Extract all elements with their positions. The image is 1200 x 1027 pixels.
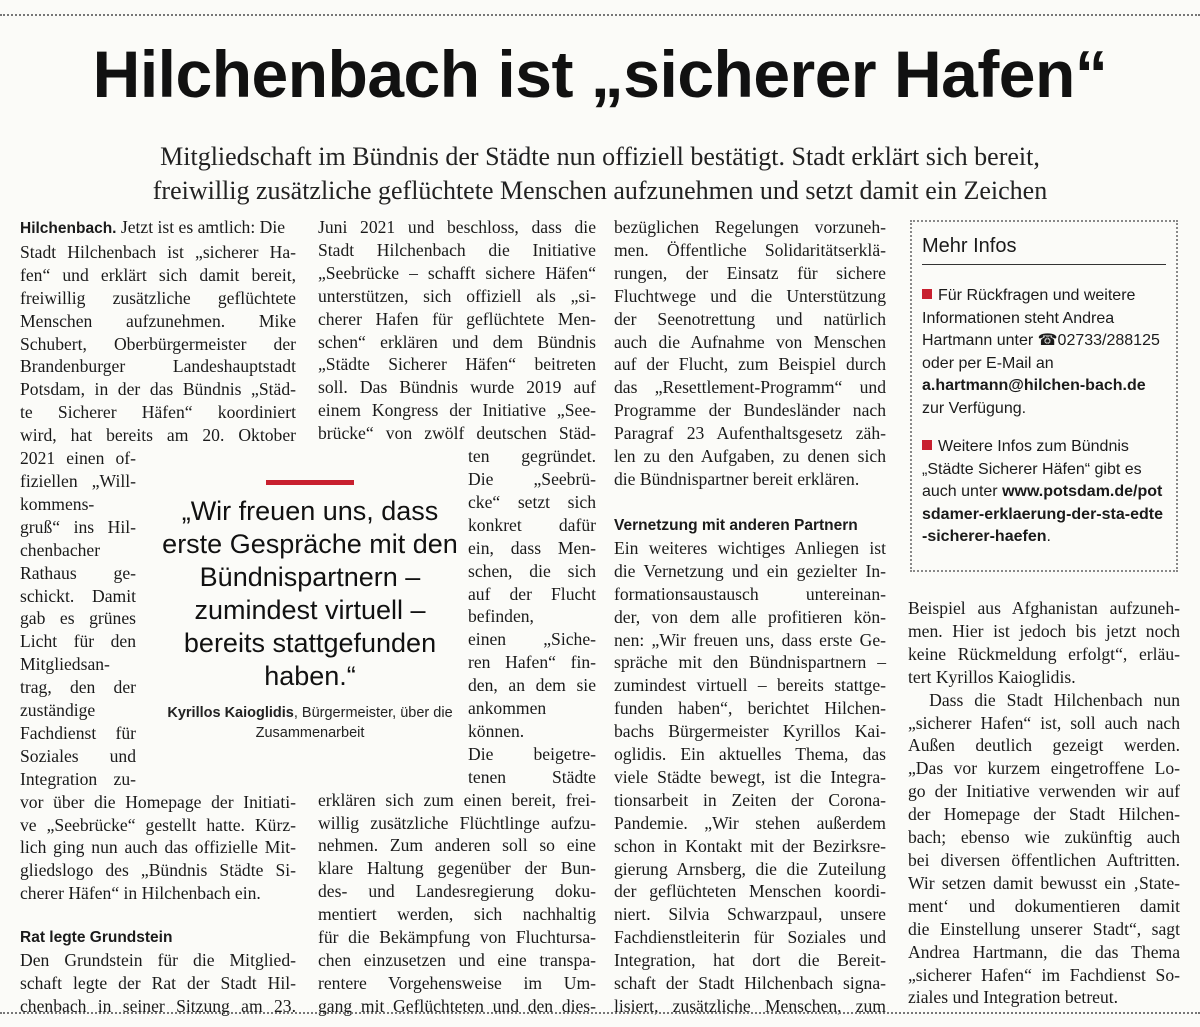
text-line: soll. Das Bündnis wurde 2019 auf — [318, 377, 596, 398]
text-line: Fachdienst für — [20, 722, 136, 743]
text-line: ein, dass Men- — [468, 537, 596, 558]
quote-author — [160, 703, 460, 743]
col4-paragraph-1 — [908, 597, 1180, 689]
text-line: zumindest virtuell – bereits stattge- — [614, 675, 886, 696]
text-line: trag, den der — [20, 677, 136, 698]
subhead-vernetzung: Vernetzung mit anderen Partnern — [614, 516, 858, 534]
info-item-weblink: Weitere Infos zum Bündnis „Städte Sicherer Häfen“ gibt es auch unter www.potsdam.de/potsdamer-erklaerung-der-sta-edte-sicherer-haefen. — [922, 438, 1163, 545]
text-line: Stadt Hilchenbach ist „sicherer Ha- — [20, 241, 296, 262]
text-line: Pandemie. „Wir stehen außerdem — [614, 812, 886, 833]
subline-line: freiwillig zusätzliche geflüchtete Menschen aufzunehmen und setzt damit ein Zeichen — [152, 176, 1048, 205]
text-line: können. — [468, 720, 525, 741]
text-line: Integration zu- — [20, 768, 136, 789]
text-line: „sicherer Hafen“ im Fachdienst So- — [908, 964, 1180, 985]
text-line: lich ging nun auch das offizielle Mit- — [20, 837, 296, 858]
text-line: Integration, hat dort die Bereit- — [614, 950, 886, 971]
text-line: ankommen — [468, 698, 547, 719]
text-line: bezüglichen Regelungen vorzuneh- — [614, 217, 886, 237]
text-line: ten gegründet. — [468, 446, 596, 467]
text-line: men. Hier ist jedoch bis jetzt noch — [908, 620, 1180, 641]
text-line: Licht für den — [20, 631, 136, 652]
text-line: die Vernetzung und ein gezielter In- — [614, 560, 886, 581]
text-line: chenbach in seiner Sitzung am 23. — [20, 996, 296, 1016]
text-line: auf der Flucht — [468, 583, 596, 604]
text-line: Wir setzen damit bewusst ein ‚State- — [908, 872, 1180, 893]
text-line: klare Haltung gegenüber der Bun- — [318, 858, 596, 879]
text-line: gab es grünes — [20, 608, 136, 629]
text-line: gierung Arnsberg, die die Zuteilung — [614, 858, 886, 879]
column-3 — [614, 216, 886, 1018]
text-line: Die beigetre- — [468, 743, 596, 764]
text-line: Programme der Bundesländer nach — [614, 400, 886, 421]
text-line: fiziellen „Will- — [20, 470, 136, 491]
subline-line: Mitgliedschaft im Bündnis der Städte nun offiziell bestätigt. Stadt erklärt sich bereit, — [160, 142, 1040, 171]
top-rule — [0, 14, 1200, 16]
text-line: konkret dafür — [468, 514, 596, 535]
text-line: schaft der Stadt Hilchenbach signa- — [614, 973, 886, 994]
column-4 — [908, 597, 1180, 1009]
text-line: ve „Seebrücke“ gestellt hatte. Kürz- — [20, 814, 296, 835]
text-line: Paragraf 23 Aufenthaltsgesetz zäh- — [614, 423, 886, 444]
text-line: Die „Seebrü- — [468, 468, 596, 489]
text-line: freiwillig zusätzliche geflüchtete — [20, 287, 296, 308]
phone-icon: ☎ — [1037, 332, 1058, 349]
text-line: Ein weiteres wichtiges Anliegen ist — [614, 537, 886, 558]
text-line: niert. Silvia Schwarzpaul, unsere — [614, 904, 886, 925]
text-line: schen“ erklären und dem Bündnis — [318, 331, 596, 352]
col2-bottom-block — [318, 789, 596, 1018]
text-line: ziales und Integration betreut. — [908, 987, 1119, 1008]
text-line: Fluchtwege und die Unterstützung — [614, 285, 886, 306]
text-line: Dass die Stadt Hilchenbach nun — [929, 689, 1180, 710]
text-line: fen“ und erklärt sich damit bereit, — [20, 264, 296, 285]
text-line: schon in Kontakt mit der Bezirksre- — [614, 835, 886, 856]
bottom-rule — [0, 1012, 1200, 1014]
text-line: zuständige — [20, 700, 96, 721]
text-line: des- und Landesregierung doku- — [318, 881, 596, 902]
text-line: einen „Siche- — [468, 629, 596, 650]
col1-line: Hilchenbach. Jetzt ist es amtlich: Die — [20, 217, 286, 237]
text-line: formationsaustausch untereinan- — [614, 583, 886, 604]
text-line: 2021 einen of- — [20, 448, 136, 469]
text-line: Den Grundstein für die Mitglied- — [20, 950, 296, 971]
text-line: viele Städte bewegt, ist die Integra- — [614, 766, 886, 787]
text-line: ment‘ und dokumentieren damit — [908, 895, 1180, 916]
text-line: rentere Vorgehensweise im Um- — [318, 972, 596, 993]
text-line: te Sicherer Häfen“ koordiniert — [20, 402, 296, 423]
info-box-title: Mehr Infos — [922, 232, 1166, 265]
text-line: gruß“ ins Hil- — [20, 516, 136, 537]
text-line: funden haben“, berichtet Hilchen- — [614, 698, 886, 719]
text-line: Soziales und — [20, 745, 136, 766]
text-line: „Städte Sicherer Häfen“ beitreten — [318, 354, 596, 375]
text-line: nen: „Wir freuen uns, dass erste Ge- — [614, 629, 886, 650]
bullet-square-icon — [922, 440, 932, 450]
subline — [30, 140, 1170, 208]
text-line: einem Kongress der Initiative „See- — [318, 400, 596, 421]
text-line: ren Hafen“ fin- — [468, 652, 596, 673]
text-line: auch die Aufnahme von Menschen — [614, 331, 886, 352]
text-line: go der Initiative verwenden wir auf — [908, 781, 1180, 802]
text-line: keine Rückmeldung erfolgt“, erläu- — [908, 643, 1180, 664]
text-line: der Homepage der Stadt Hilchen- — [908, 804, 1180, 825]
text-line: Schubert, Oberbürgermeister der — [20, 333, 296, 354]
text-line: der Seenotrettung und natürlich — [614, 308, 886, 329]
dateline: Hilchenbach. — [20, 220, 117, 237]
email-link[interactable]: a.hartmann@hilchen-bach.de — [922, 377, 1146, 394]
text-line: bachs Bürgermeister Kyrillos Kai- — [614, 721, 886, 742]
col3-top-block — [614, 216, 886, 491]
col1-top-block — [20, 241, 296, 447]
text-line: brücke“ von zwölf deutschen Städ- — [318, 423, 596, 444]
text-line: cke“ setzt sich — [468, 491, 596, 512]
info-box — [910, 220, 1178, 572]
text-line: wird, hat bereits am 20. Oktober — [20, 425, 296, 446]
text-line: erklären sich zum einen bereit, frei- — [318, 789, 596, 810]
text-line: bei diversen öffentlichen Auftritten. — [908, 849, 1180, 870]
text-line: für die Bekämpfung von Fluchtursa- — [318, 927, 596, 948]
text-line: willig zusätzliche Flüchtlinge aufzu- — [318, 812, 596, 833]
col2-top-block — [318, 216, 596, 445]
bullet-square-icon — [922, 289, 932, 299]
text-line: die Bündnispartner bereit erklären. — [614, 468, 860, 489]
quote-author-name: Kyrillos Kaioglidis — [167, 705, 294, 721]
text-line: men. Öffentliche Solidaritätserklä- — [614, 239, 886, 260]
text-line: der, von dem alle profitieren kön- — [614, 606, 886, 627]
text-line: schickt. Damit — [20, 585, 136, 606]
col1-narrow-block — [20, 447, 136, 791]
col4-paragraph-2 — [908, 689, 1180, 1010]
text-line: schaft legte der Rat der Stadt Hil- — [20, 973, 296, 994]
text-line: den, an dem sie — [468, 675, 596, 696]
text-line: len zu den Aufgaben, zu denen sich — [614, 446, 886, 467]
pull-quote — [160, 480, 460, 750]
text-line: gliedslogo des „Bündnis Städte Si- — [20, 860, 296, 881]
text-line: Stadt Hilchenbach die Initiative — [318, 239, 596, 260]
text-line: Mitgliedsan- — [20, 654, 110, 675]
text-line: auf der Flucht, zum Beispiel durch — [614, 354, 886, 375]
text-line: Menschen aufzunehmen. Mike — [20, 310, 296, 331]
text-line: „Das vor kurzem eingetroffene Lo- — [908, 758, 1180, 779]
web-link[interactable]: www.potsdam.de/potsdamer-erklaerung-der-sta-edte-sicherer-haefen — [922, 483, 1163, 545]
text-line: Andrea Hartmann, die das Thema — [908, 941, 1180, 962]
col1-end-block — [20, 949, 296, 1018]
text-line: Potsdam, in der das Bündnis „Städ- — [20, 379, 296, 400]
text-line: Beispiel aus Afghanistan aufzuneh- — [908, 598, 1180, 618]
text-line: Juni 2021 und beschloss, dass die — [318, 217, 596, 237]
text-line: der geflüchteten Menschen koordi- — [614, 881, 886, 902]
quote-accent-bar — [266, 480, 354, 485]
text-line: tionsarbeit in Zeiten der Corona- — [614, 789, 886, 810]
text-line: gang mit Geflüchteten und den dies- — [318, 995, 596, 1016]
text-line: „Seebrücke – schafft sichere Häfen“ — [318, 262, 596, 283]
text-line: chenbacher — [20, 539, 101, 560]
text-line: tert Kyrillos Kaioglidis. — [908, 666, 1076, 687]
text-line: unterstützen, sich offiziell als „si- — [318, 285, 596, 306]
text-line: chen einzusetzen und eine transpa- — [318, 950, 596, 970]
text-line: die Einstellung unserer Stadt“, sagt — [908, 918, 1180, 939]
text-line: Brandenburger Landeshauptstadt — [20, 356, 296, 377]
text-line: tenen Städte — [468, 766, 596, 787]
quote-text: „Wir freuen uns, dass erste Gespräche mit den Bündnispartnern – zumindest virtuell – bereits stattgefunden haben.“ — [162, 496, 458, 691]
text-line: oglidis. Ein aktuelles Thema, das — [614, 744, 886, 765]
text-line: befinden, — [468, 606, 534, 627]
text-line: cherer Hafen für geflüchtete Men- — [318, 308, 596, 329]
text-line: kommens- — [20, 493, 95, 514]
text-line: nehmen. Zum anderen soll so eine — [318, 835, 596, 856]
col1-bottom-block — [20, 791, 296, 906]
text-line: Außen deutlich gezeigt werden. — [908, 735, 1180, 756]
text-line: cherer Häfen“ in Hilchenbach ein. — [20, 883, 261, 904]
text-line: schen, die sich — [468, 560, 596, 581]
text-line: „sicherer Hafen“ ist, soll auch nach — [908, 712, 1180, 733]
subhead-rat: Rat legte Grundstein — [20, 929, 173, 947]
text-line: spräche mit den Bündnispartnern – — [614, 652, 886, 673]
text-line: bach; ebenso wie zukünftig auch — [908, 827, 1180, 848]
text-line: vor über die Homepage der Initiati- — [20, 791, 296, 812]
text-line: mentiert werden, sich nachhaltig — [318, 904, 596, 925]
headline: Hilchenbach ist „sicherer Hafen“ — [92, 37, 1108, 111]
col3-bottom-block — [614, 537, 886, 1018]
text-line: Fachdienstleiterin für Soziales und — [614, 927, 886, 948]
text-line: rungen, der Einsatz für sichere — [614, 262, 886, 283]
text-line: das „Resettlement-Programm“ und — [614, 377, 886, 398]
quote-author-role: , Bürgermeister, über die Zusammenarbeit — [255, 705, 453, 741]
text-line: lisiert, zusätzliche Menschen, zum — [614, 996, 886, 1016]
info-item-contact: Für Rückfragen und weitere Informationen steht Andrea Hartmann unter ☎02733/288125 oder per E-Mail an a.hartmann@hilchen-bach.de zur Verfügung. — [922, 287, 1160, 417]
col2-narrow-block — [468, 445, 596, 789]
text-line: Rathaus ge- — [20, 562, 136, 583]
